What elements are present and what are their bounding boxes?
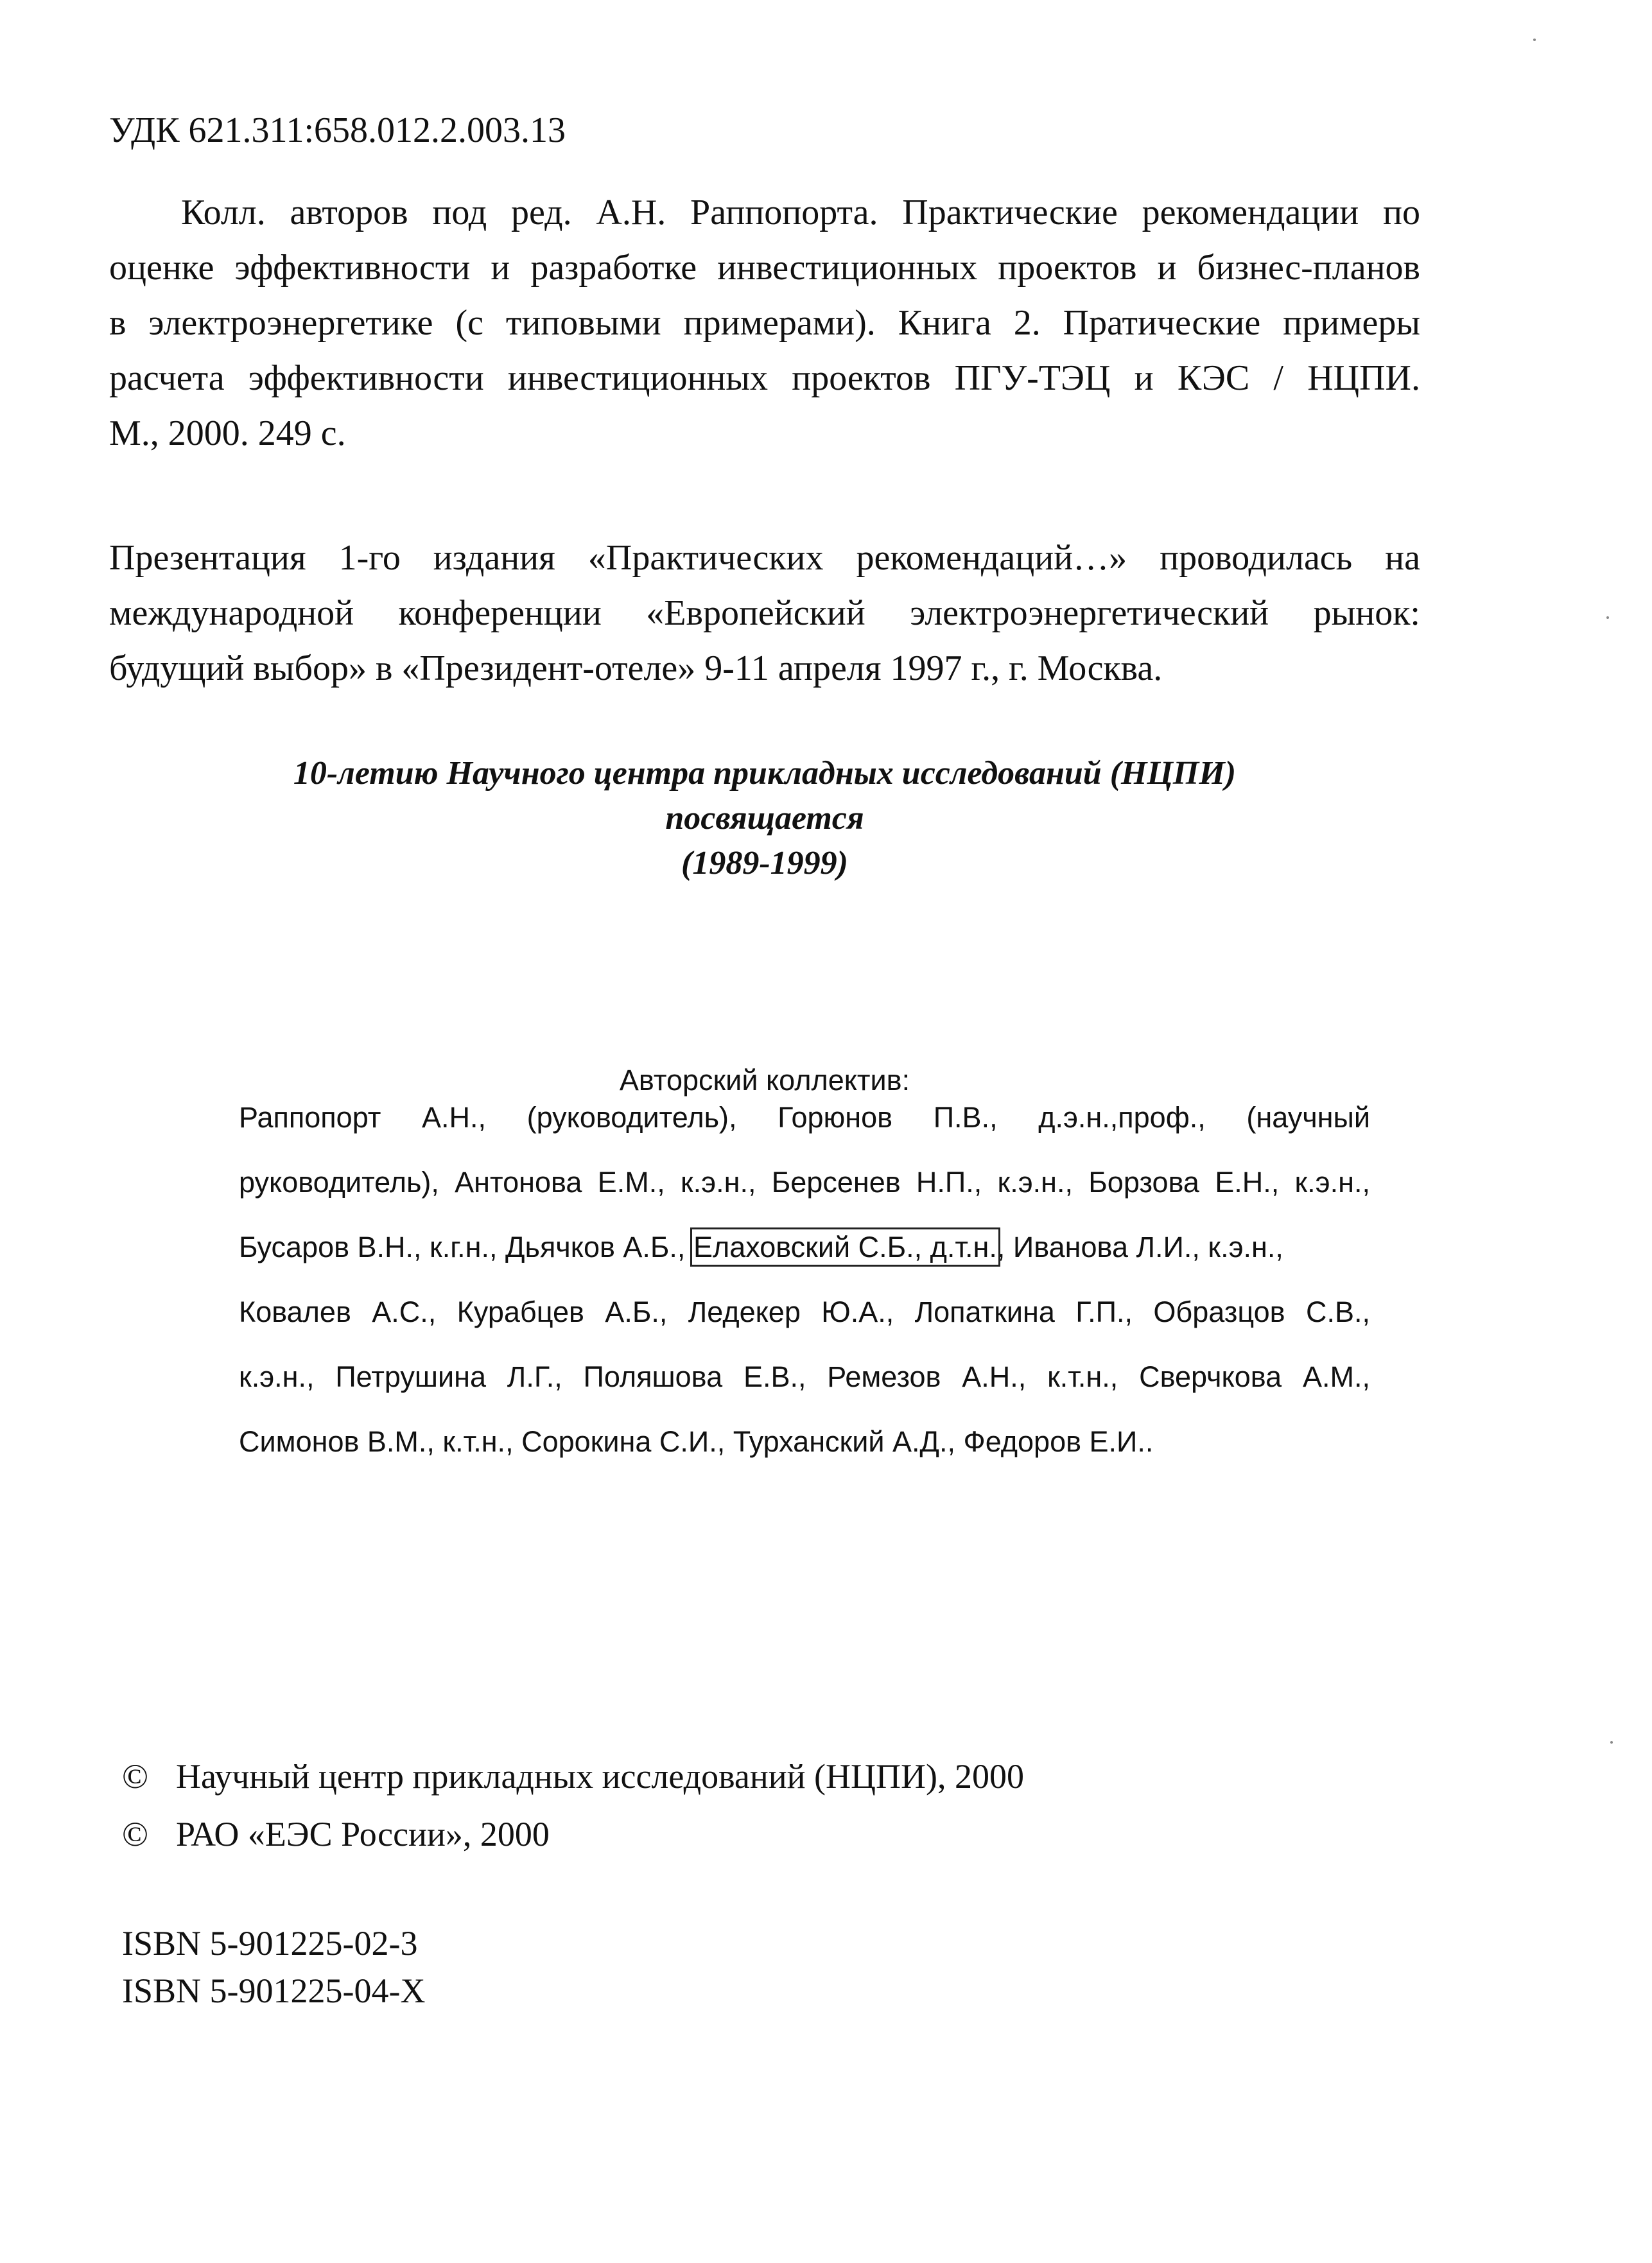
- bibliography-line: М., 2000. 249 с.: [109, 413, 346, 453]
- isbn-block: [122, 1920, 892, 2015]
- authors-line: Симонов В.М., к.т.н., Сорокина С.И., Турханский А.Д., Федоров Е.И..: [239, 1425, 1154, 1458]
- copyright-icon: ©: [122, 1757, 149, 1796]
- copyright-icon: ©: [122, 1815, 149, 1853]
- bibliography-line: Колл. авторов под ред. А.Н. Раппопорта. Практические рекомендации по: [181, 193, 1420, 232]
- dedication-line: посвящается: [665, 800, 864, 837]
- bibliographic-entry: [109, 185, 1420, 461]
- authors-line: Раппопорт А.Н., (руководитель), Горюнов П.В., д.э.н.,проф., (научный: [239, 1101, 1370, 1134]
- isbn-line: ISBN 5-901225-04-X: [122, 1972, 426, 2010]
- isbn-line: ISBN 5-901225-02-3: [122, 1924, 418, 1963]
- dedication-line: 10-летию Научного центра прикладных исследований (НЦПИ): [293, 755, 1237, 792]
- scan-speck: [1533, 39, 1536, 41]
- authors-line-part: , Иванова Л.И., к.э.н.,: [996, 1231, 1283, 1263]
- bibliography-line: расчета эффективности инвестиционных проектов ПГУ-ТЭЦ и КЭС / НЦПИ.: [109, 358, 1420, 398]
- copyright-text: Научный центр прикладных исследований (НЦПИ), 2000: [176, 1757, 1024, 1796]
- presentation-line: международной конференции «Европейский электроэнергетический рынок:: [109, 593, 1420, 633]
- highlighted-author: Елаховский С.Б., д.т.н.: [693, 1231, 997, 1263]
- authors-heading: Авторский коллектив:: [619, 1064, 910, 1097]
- presentation-line: Презентация 1-го издания «Практических рекомендаций…» проводилась на: [109, 538, 1420, 578]
- copyright-block: [122, 1747, 1213, 1863]
- bibliography-line: в электроэнергетике (с типовыми примерами). Книга 2. Пратические примеры: [109, 303, 1420, 343]
- copyright-line: [122, 1747, 1213, 1805]
- authors-line: Ковалев А.С., Курабцев А.Б., Ледекер Ю.А., Лопаткина Г.П., Образцов С.В.,: [239, 1296, 1370, 1328]
- dedication-line: (1989-1999): [681, 845, 848, 881]
- authors-line-with-highlight: [239, 1215, 1370, 1279]
- scan-speck: [1606, 616, 1609, 619]
- authors-list: [239, 1085, 1370, 1474]
- authors-line: к.э.н., Петрушина Л.Г., Поляшова Е.В., Ремезов А.Н., к.т.н., Сверчкова А.М.,: [239, 1360, 1370, 1393]
- copyright-line: [122, 1805, 1213, 1863]
- scan-speck: [1610, 1741, 1613, 1744]
- dedication: [109, 751, 1420, 886]
- presentation-line: будущий выбор» в «Президент-отеле» 9-11 апреля 1997 г., г. Москва.: [109, 648, 1163, 688]
- presentation-note: [109, 530, 1420, 696]
- authors-line-part: Бусаров В.Н., к.г.н., Дьячков А.Б.,: [239, 1231, 693, 1263]
- bibliography-line: оценке эффективности и разработке инвестиционных проектов и бизнес-планов: [109, 248, 1420, 288]
- authors-line: руководитель), Антонова Е.М., к.э.н., Берсенев Н.П., к.э.н., Борзова Е.Н., к.э.н.,: [239, 1166, 1370, 1199]
- udk-code: УДК 621.311:658.012.2.003.13: [109, 110, 566, 150]
- copyright-text: РАО «ЕЭС России», 2000: [176, 1815, 550, 1853]
